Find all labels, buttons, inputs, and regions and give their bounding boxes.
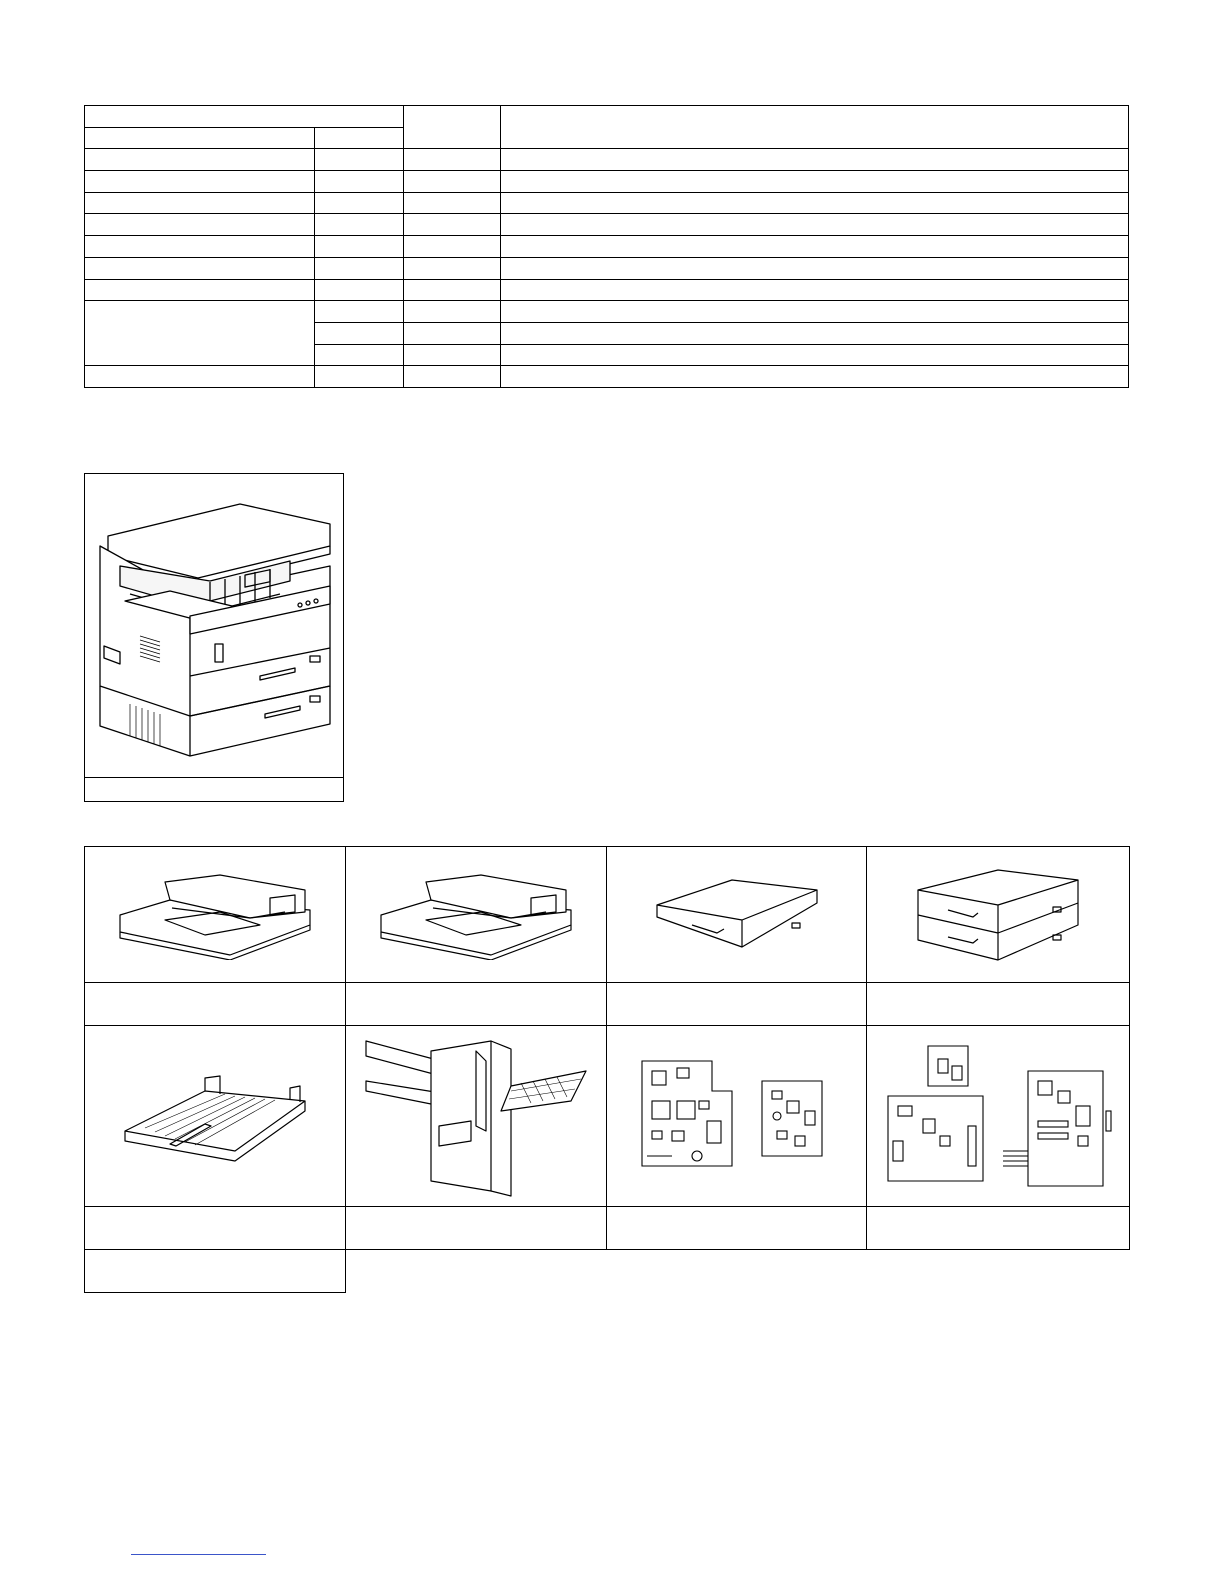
spec-header-qty (404, 106, 501, 149)
cell-code (315, 344, 404, 366)
options-image-row (85, 1026, 1130, 1207)
options-caption-row (85, 1250, 1130, 1293)
option-caption (867, 1207, 1130, 1250)
option-caption (867, 983, 1130, 1026)
table-row (85, 214, 1129, 236)
option-caption (85, 1250, 346, 1293)
spec-header-desc (501, 106, 1129, 149)
cell-code (315, 322, 404, 344)
cell-desc (501, 236, 1129, 258)
table-row (85, 366, 1129, 388)
circuit-boards-icon (637, 1056, 837, 1176)
option-cell (85, 847, 346, 983)
table-row (85, 236, 1129, 258)
cell-name (85, 214, 315, 236)
option-cell (607, 847, 867, 983)
table-row (85, 171, 1129, 193)
cell-desc (501, 257, 1129, 279)
empty-cell (607, 1250, 867, 1293)
cell-qty (404, 322, 501, 344)
cell-code (315, 214, 404, 236)
cell-desc (501, 149, 1129, 171)
document-feeder-icon (110, 870, 320, 960)
spec-header-row (85, 106, 1129, 128)
spec-subheader-code (315, 127, 404, 149)
cell-desc (501, 171, 1129, 193)
cell-desc (501, 344, 1129, 366)
option-cell (346, 1026, 607, 1207)
option-caption (346, 983, 607, 1026)
table-row (85, 149, 1129, 171)
empty-cell (867, 1250, 1130, 1293)
cell-qty (404, 279, 501, 301)
cell-qty (404, 344, 501, 366)
option-caption (607, 983, 867, 1026)
cell-qty (404, 301, 501, 323)
main-unit-caption (85, 777, 343, 801)
empty-cell (346, 1250, 607, 1293)
cell-qty (404, 192, 501, 214)
option-caption (85, 983, 346, 1026)
exit-tray-icon (115, 1066, 315, 1166)
option-cell (607, 1026, 867, 1207)
cell-code (315, 366, 404, 388)
table-row (85, 257, 1129, 279)
option-caption (85, 1207, 346, 1250)
cell-name (85, 301, 315, 366)
document-feeder-icon (371, 870, 581, 960)
cell-name (85, 149, 315, 171)
cell-name (85, 366, 315, 388)
cell-qty (404, 149, 501, 171)
option-cell (346, 847, 607, 983)
cell-qty (404, 214, 501, 236)
main-unit-figure (84, 473, 344, 802)
cell-name (85, 192, 315, 214)
cell-code (315, 149, 404, 171)
double-paper-tray-icon (913, 865, 1083, 965)
spec-subheader-name (85, 127, 315, 149)
cell-qty (404, 236, 501, 258)
option-caption (607, 1207, 867, 1250)
options-table (84, 846, 1130, 1293)
cell-desc (501, 279, 1129, 301)
cell-qty (404, 171, 501, 193)
footer-link[interactable] (131, 1554, 266, 1555)
paper-tray-icon (652, 875, 822, 955)
option-caption (346, 1207, 607, 1250)
cell-desc (501, 214, 1129, 236)
options-caption-row (85, 983, 1130, 1026)
cell-code (315, 236, 404, 258)
cell-qty (404, 366, 501, 388)
interface-boards-icon (878, 1041, 1118, 1191)
table-row (85, 301, 1129, 323)
cell-code (315, 301, 404, 323)
option-cell (867, 847, 1130, 983)
cell-name (85, 171, 315, 193)
cell-name (85, 279, 315, 301)
cell-name (85, 257, 315, 279)
cell-desc (501, 366, 1129, 388)
options-caption-row (85, 1207, 1130, 1250)
cell-desc (501, 192, 1129, 214)
copier-icon (90, 486, 340, 776)
options-image-row (85, 847, 1130, 983)
cell-code (315, 171, 404, 193)
cell-code (315, 257, 404, 279)
table-row (85, 192, 1129, 214)
cell-qty (404, 257, 501, 279)
cell-code (315, 279, 404, 301)
finisher-icon (361, 1031, 591, 1201)
cell-name (85, 236, 315, 258)
cell-desc (501, 301, 1129, 323)
spec-header-model (85, 106, 404, 128)
option-cell (85, 1026, 346, 1207)
spec-table (84, 105, 1129, 388)
option-cell (867, 1026, 1130, 1207)
cell-desc (501, 322, 1129, 344)
cell-code (315, 192, 404, 214)
table-row (85, 279, 1129, 301)
